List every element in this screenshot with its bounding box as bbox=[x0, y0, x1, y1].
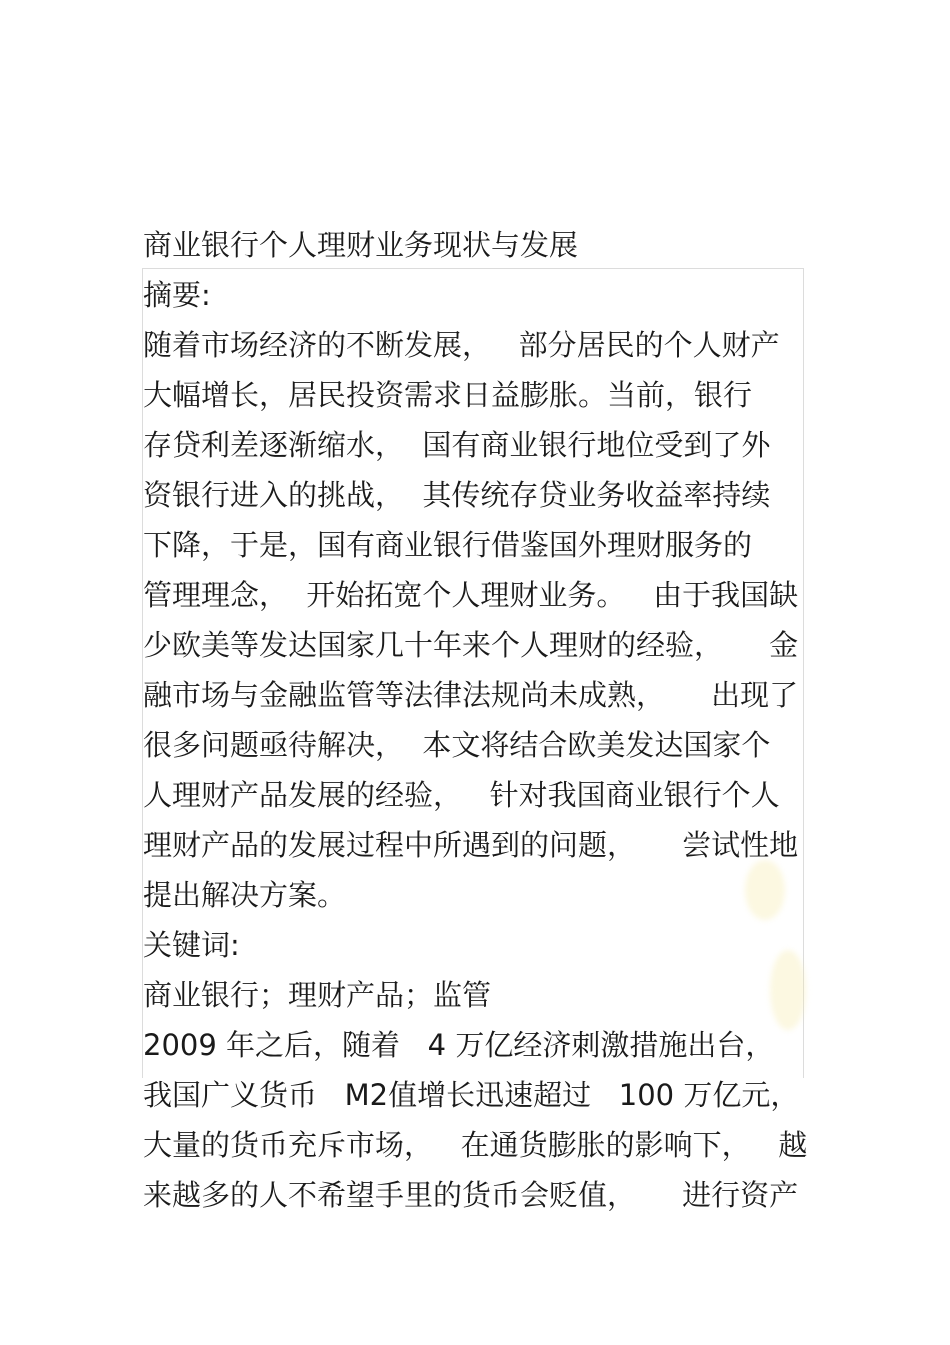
text-line: 2009 年之后，随着 4 万亿经济刺激措施出台， bbox=[143, 1028, 775, 1062]
text-line: 大量的货币充斥市场， 在通货膨胀的影响下， 越 bbox=[143, 1128, 808, 1162]
text-line: 下降，于是，国有商业银行借鉴国外理财服务的 bbox=[143, 528, 753, 562]
text-line: 少欧美等发达国家几十年来个人理财的经验， 金 bbox=[143, 628, 799, 662]
text-line: 提出解决方案。 bbox=[143, 878, 347, 912]
text-line: 大幅增长，居民投资需求日益膨胀。当前，银行 bbox=[143, 378, 753, 412]
text-line: 理财产品的发展过程中所遇到的问题， 尝试性地 bbox=[143, 828, 799, 862]
text-line: 融市场与金融监管等法律法规尚未成熟， 出现了 bbox=[143, 678, 799, 712]
text-line: 资银行进入的挑战， 其传统存贷业务收益率持续 bbox=[143, 478, 771, 512]
document-body bbox=[143, 220, 808, 1220]
text-line: 随着市场经济的不断发展， 部分居民的个人财产 bbox=[143, 328, 780, 362]
text-line: 人理财产品发展的经验， 针对我国商业银行个人 bbox=[143, 778, 780, 812]
text-line: 来越多的人不希望手里的货币会贬值， 进行资产 bbox=[143, 1178, 799, 1212]
keywords-heading: 关键词: bbox=[143, 928, 240, 962]
abstract-heading: 摘要: bbox=[143, 278, 211, 312]
text-line: 管理理念， 开始拓宽个人理财业务。 由于我国缺 bbox=[143, 578, 799, 612]
text-line: 我国广义货币 M2值增长迅速超过 100 万亿元， bbox=[143, 1078, 800, 1112]
text-line: 存贷利差逐渐缩水， 国有商业银行地位受到了外 bbox=[143, 428, 771, 462]
document-title: 商业银行个人理财业务现状与发展 bbox=[143, 228, 579, 262]
keywords-line: 商业银行；理财产品；监管 bbox=[143, 978, 492, 1012]
text-line: 很多问题亟待解决， 本文将结合欧美发达国家个 bbox=[143, 728, 771, 762]
